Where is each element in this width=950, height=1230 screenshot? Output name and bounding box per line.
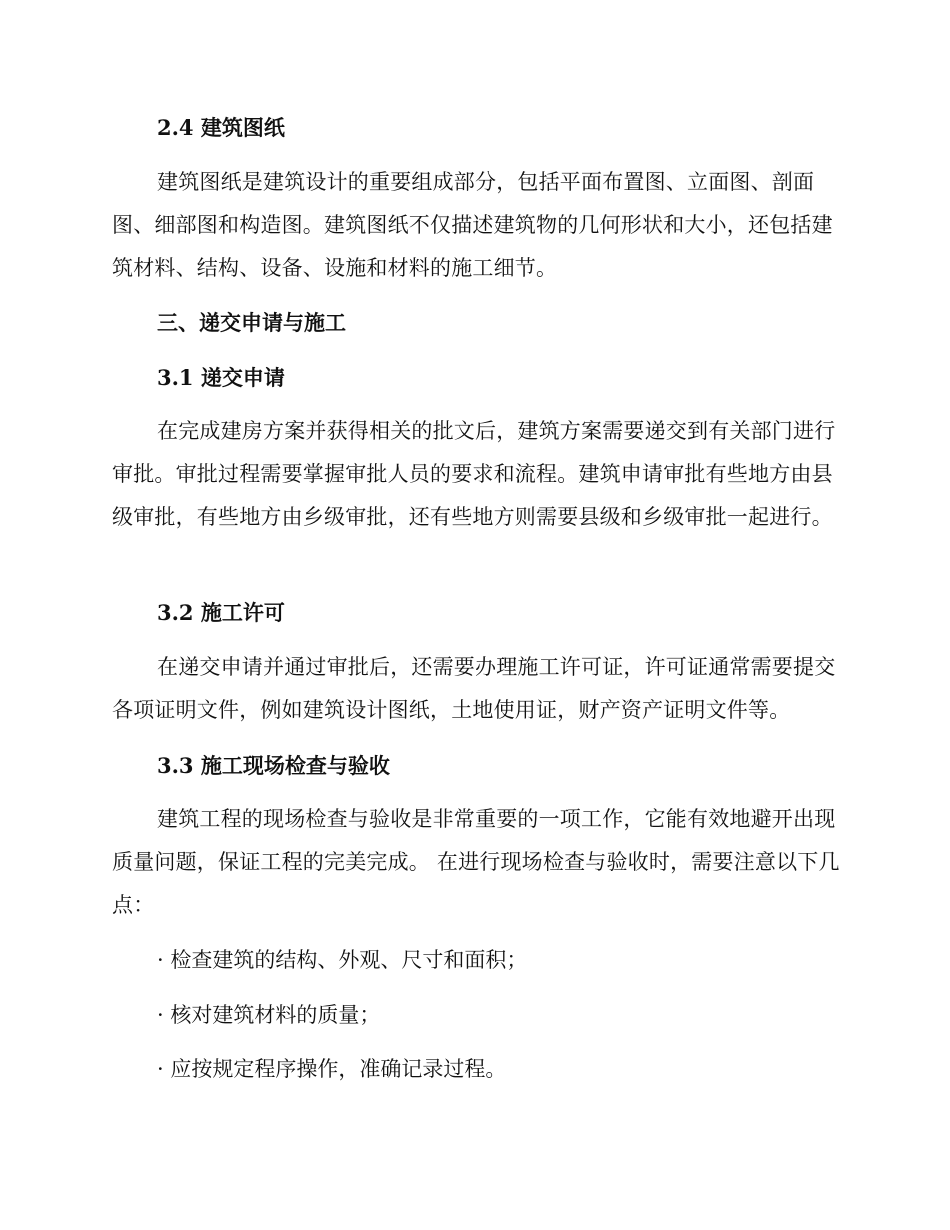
bullet-item-1: · 检查建筑的结构、外观、尺寸和面积； bbox=[157, 948, 528, 972]
paragraph-3-1: 在完成建房方案并获得相关的批文后，建筑方案需要递交到有关部门进行审批。审批过程需要掌握审批人员的要求和流程。建筑申请审批有些地方由县级审批，有些地方由乡级审批，还有些地方则需要县级和乡级审批一起进行。 bbox=[112, 419, 836, 529]
heading-3-3: 3.3 施工现场检查与验收 bbox=[157, 753, 390, 778]
heading-2-4: 2.4 建筑图纸 bbox=[157, 115, 285, 140]
paragraph-3-3: 建筑工程的现场检查与验收是非常重要的一项工作，它能有效地避开出现质量问题，保证工程的完美完成。 在进行现场检查与验收时，需要注意以下几点： bbox=[112, 807, 840, 917]
paragraph-2-4: 建筑图纸是建筑设计的重要组成部分，包括平面布置图、立面图、剖面图、细部图和构造图。建筑图纸不仅描述建筑物的几何形状和大小，还包括建筑材料、结构、设备、设施和材料的施工细节。 bbox=[112, 170, 833, 280]
heading-3-2: 3.2 施工许可 bbox=[157, 600, 285, 625]
bullet-item-3: · 应按规定程序操作，准确记录过程。 bbox=[157, 1057, 507, 1081]
paragraph-3-2: 在递交申请并通过审批后，还需要办理施工许可证，许可证通常需要提交各项证明文件，例如建筑设计图纸，土地使用证，财产资产证明文件等。 bbox=[112, 655, 836, 722]
heading-section-3: 三、递交申请与施工 bbox=[157, 310, 346, 335]
bullet-item-2: · 核对建筑材料的质量； bbox=[157, 1003, 381, 1027]
heading-3-1: 3.1 递交申请 bbox=[157, 365, 285, 390]
